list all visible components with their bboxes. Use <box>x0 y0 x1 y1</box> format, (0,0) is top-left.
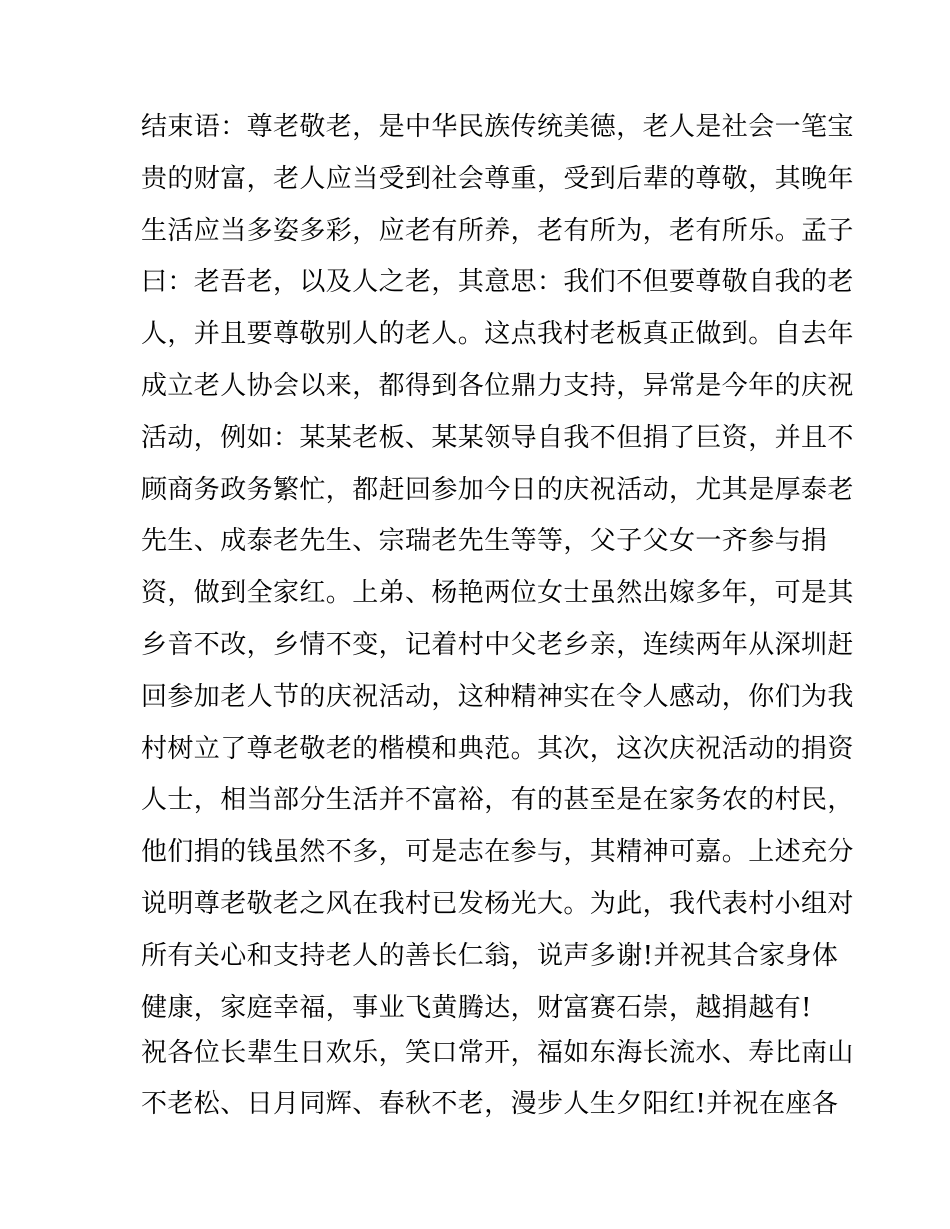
document-body <box>141 108 854 1137</box>
text-line: 乡音不改，乡情不变，记着村中父老乡亲，连续两年从深圳赶 <box>141 629 854 660</box>
text-line: 活动，例如：某某老板、某某领导自我不但捐了巨资，并且不 <box>141 422 854 453</box>
text-line: 结束语：尊老敬老，是中华民族传统美德，老人是社会一笔宝 <box>141 112 854 142</box>
text-line: 他们捐的钱虽然不多，可是志在参与，其精神可嘉。上述充分 <box>141 837 854 868</box>
text-line: 不老松、日月同辉、春秋不老，漫步人生夕阳红!并祝在座各 <box>141 1089 839 1120</box>
text-line: 说明尊老敬老之风在我村已发杨光大。为此，我代表村小组对 <box>141 888 854 919</box>
text-line: 健康，家庭幸福，事业飞黄腾达，财富赛石崇，越捐越有! <box>141 992 812 1023</box>
text-line: 资，做到全家红。上弟、杨艳两位女士虽然出嫁多年，可是其 <box>141 578 854 609</box>
text-line: 所有关心和支持老人的善长仁翁，说声多谢!并祝其合家身体 <box>141 940 839 971</box>
text-line: 人士，相当部分生活并不富裕，有的甚至是在家务农的村民， <box>141 785 854 816</box>
text-line: 成立老人协会以来，都得到各位鼎力支持，异常是今年的庆祝 <box>141 370 854 401</box>
text-line: 祝各位长辈生日欢乐，笑口常开，福如东海长流水、寿比南山 <box>141 1037 854 1068</box>
text-line: 生活应当多姿多彩，应老有所养，老有所为，老有所乐。孟子 <box>141 215 854 246</box>
text-line: 曰：老吾老，以及人之老，其意思：我们不但要尊敬自我的老 <box>141 267 854 298</box>
text-line: 村树立了尊老敬老的楷模和典范。其次，这次庆祝活动的捐资 <box>141 733 854 764</box>
text-line: 顾商务政务繁忙，都赶回参加今日的庆祝活动，尤其是厚泰老 <box>141 474 854 505</box>
text-line: 先生、成泰老先生、宗瑞老先生等等，父子父女一齐参与捐 <box>141 526 828 557</box>
text-line: 人，并且要尊敬别人的老人。这点我村老板真正做到。自去年 <box>141 319 854 350</box>
text-line: 回参加老人节的庆祝活动，这种精神实在令人感动，你们为我 <box>141 681 854 712</box>
text-line: 贵的财富，老人应当受到社会尊重，受到后辈的尊敬，其晚年 <box>141 163 854 194</box>
